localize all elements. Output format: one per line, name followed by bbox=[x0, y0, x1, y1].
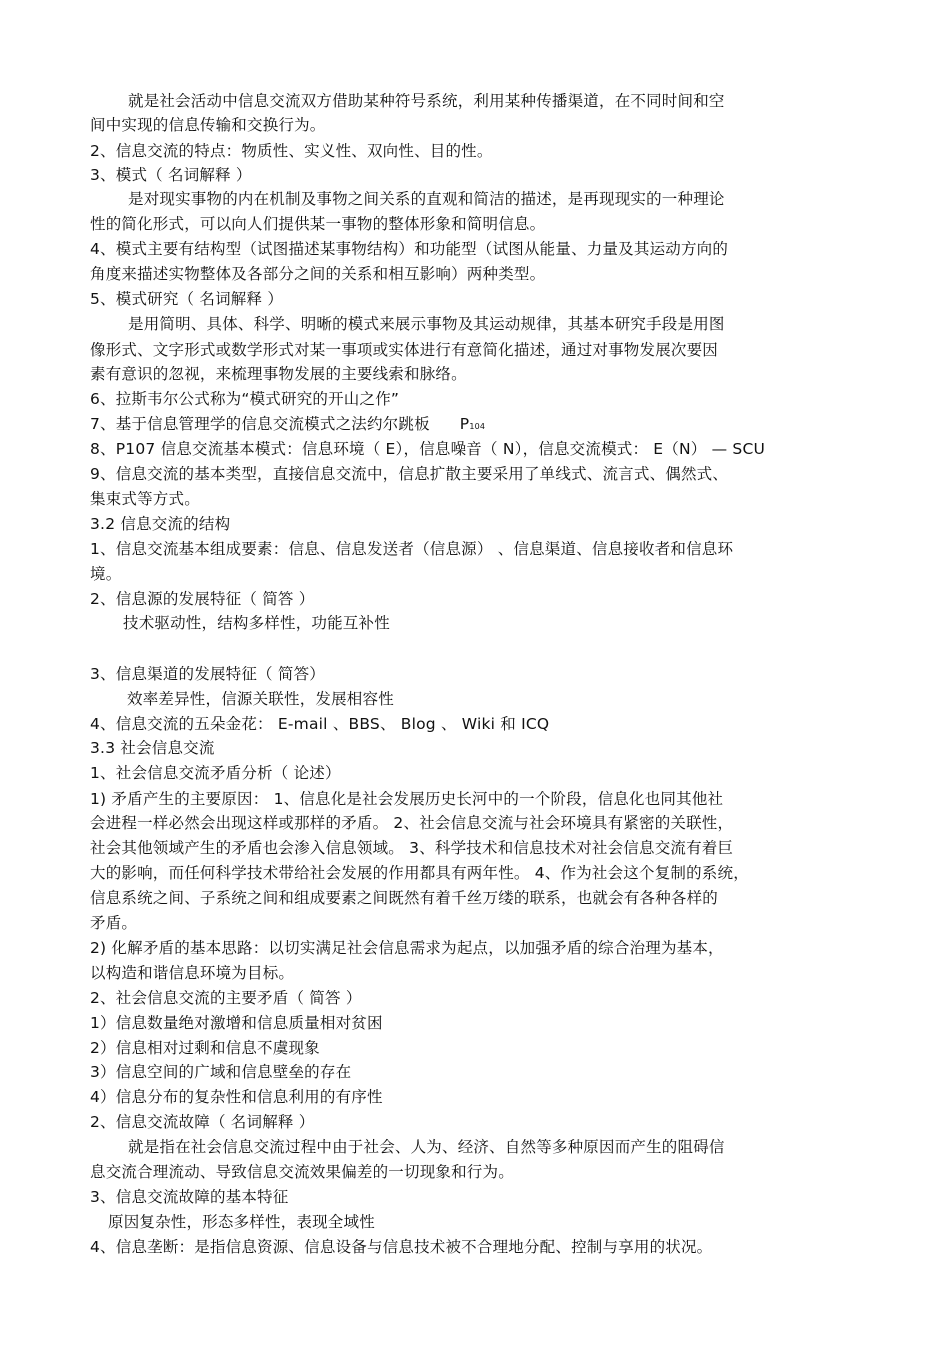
answer-line: 原因复杂性，形态多样性，表现全域性 bbox=[108, 1213, 375, 1231]
paragraph-line: 就是指在社会信息交流过程中由于社会、人为、经济、自然等多种原因而产生的阻碍信 bbox=[128, 1138, 725, 1156]
paragraph-line: 是对现实事物的内在机制及事物之间关系的直观和简洁的描述，是再现现实的一种理论 bbox=[128, 190, 725, 208]
paragraph-line: 息交流合理流动、导致信息交流效果偏差的一切现象和行为。 bbox=[90, 1163, 514, 1181]
list-item: 8、P107 信息交流基本模式：信息环境（ E），信息噪音（ N），信息交流模式： E（N） — SCU bbox=[90, 440, 766, 458]
list-item: 2）信息相对过剩和信息不虞现象 bbox=[90, 1039, 320, 1057]
list-item: 2、信息源的发展特征（ 简答 ） bbox=[90, 590, 315, 608]
paragraph-line: 以构造和谐信息环境为目标。 bbox=[90, 964, 295, 982]
section-item: 5、模式研究（ 名词解释 ） bbox=[90, 290, 284, 308]
list-item: 6、拉斯韦尔公式称为“模式研究的开山之作” bbox=[90, 390, 400, 408]
page-ref-letter: P bbox=[459, 415, 470, 433]
list-item: 3）信息空间的广域和信息壁垒的存在 bbox=[90, 1063, 352, 1081]
paragraph-line: 就是社会活动中信息交流双方借助某种符号系统，利用某种传播渠道，在不同时间和空 bbox=[128, 92, 725, 110]
list-item-text: 7、基于信息管理学的信息交流模式之法约尔跳板 bbox=[90, 415, 430, 433]
list-item: 1、社会信息交流矛盾分析（ 论述） bbox=[90, 764, 341, 782]
list-item: 2、信息交流故障（ 名词解释 ） bbox=[90, 1113, 315, 1131]
page-ref-number: 104 bbox=[469, 422, 486, 431]
paragraph-line: 信息系统之间、子系统之间和组成要素之间既然有着千丝万缕的联系，也就会有各种各样的 bbox=[90, 889, 719, 907]
paragraph-line: 素有意识的忽视，来梳理事物发展的主要线索和脉络。 bbox=[90, 365, 467, 383]
section-heading: 3.3 社会信息交流 bbox=[90, 739, 215, 757]
paragraph-line: 矛盾。 bbox=[90, 914, 138, 932]
paragraph-line: 会进程一样必然会出现这样或那样的矛盾。 2、社会信息交流与社会环境具有紧密的关联性， bbox=[90, 814, 734, 832]
answer-line: 效率差异性，信源关联性，发展相容性 bbox=[127, 690, 394, 708]
paragraph-line: 角度来描述实物整体及各部分之间的关系和相互影响）两种类型。 bbox=[90, 265, 546, 283]
paragraph-line: 社会其他领域产生的矛盾也会渗入信息领域。 3、科学技术和信息技术对社会信息交流有着巨 bbox=[90, 839, 734, 857]
list-item: 4、模式主要有结构型（试图描述某事物结构）和功能型（试图从能量、力量及其运动方向的 bbox=[90, 240, 729, 258]
section-heading: 3.2 信息交流的结构 bbox=[90, 515, 231, 533]
paragraph-line: 是用简明、具体、科学、明晰的模式来展示事物及其运动规律，其基本研究手段是用图 bbox=[128, 315, 725, 333]
section-item: 3、模式（ 名词解释 ） bbox=[90, 166, 252, 184]
list-item: 3、信息渠道的发展特征（ 简答） bbox=[90, 665, 325, 683]
paragraph-line: 像形式、文字形式或数学形式对某一事项或实体进行有意简化描述，通过对事物发展次要因 bbox=[90, 341, 719, 359]
paragraph-line: 境。 bbox=[90, 565, 122, 583]
list-item bbox=[90, 414, 485, 437]
list-item: 1、信息交流基本组成要素：信息、信息发送者（信息源） 、信息渠道、信息接收者和信息环 bbox=[90, 540, 734, 558]
paragraph-line: 性的简化形式，可以向人们提供某一事物的整体形象和简明信息。 bbox=[90, 215, 546, 233]
paragraph-line: 2) 化解矛盾的基本思路：以切实满足社会信息需求为起点，以加强矛盾的综合治理为基本， bbox=[90, 939, 724, 957]
list-item: 4、信息交流的五朵金花： E-mail 、BBS、 Blog 、 Wiki 和 ICQ bbox=[90, 715, 550, 733]
answer-line: 技术驱动性，结构多样性，功能互补性 bbox=[123, 614, 390, 632]
list-item: 2、社会信息交流的主要矛盾（ 简答 ） bbox=[90, 989, 362, 1007]
list-item: 2、信息交流的特点：物质性、实义性、双向性、目的性。 bbox=[90, 142, 493, 160]
paragraph-line: 间中实现的信息传输和交换行为。 bbox=[90, 116, 326, 134]
paragraph-line: 大的影响，而任何科学技术带给社会发展的作用都具有两年性。 4、作为社会这个复制的系统， bbox=[90, 864, 749, 882]
list-item: 1）信息数量绝对激增和信息质量相对贫困 bbox=[90, 1014, 383, 1032]
list-item: 3、信息交流故障的基本特征 bbox=[90, 1188, 289, 1206]
paragraph-line: 集束式等方式。 bbox=[90, 490, 200, 508]
list-item: 4、信息垄断：是指信息资源、信息设备与信息技术被不合理地分配、控制与享用的状况。 bbox=[90, 1238, 713, 1256]
paragraph-line: 1) 矛盾产生的主要原因： 1、信息化是社会发展历史长河中的一个阶段，信息化也同其他社 bbox=[90, 790, 724, 808]
list-item: 4）信息分布的复杂性和信息利用的有序性 bbox=[90, 1088, 383, 1106]
list-item: 9、信息交流的基本类型，直接信息交流中，信息扩散主要采用了单线式、流言式、偶然式、 bbox=[90, 465, 729, 483]
